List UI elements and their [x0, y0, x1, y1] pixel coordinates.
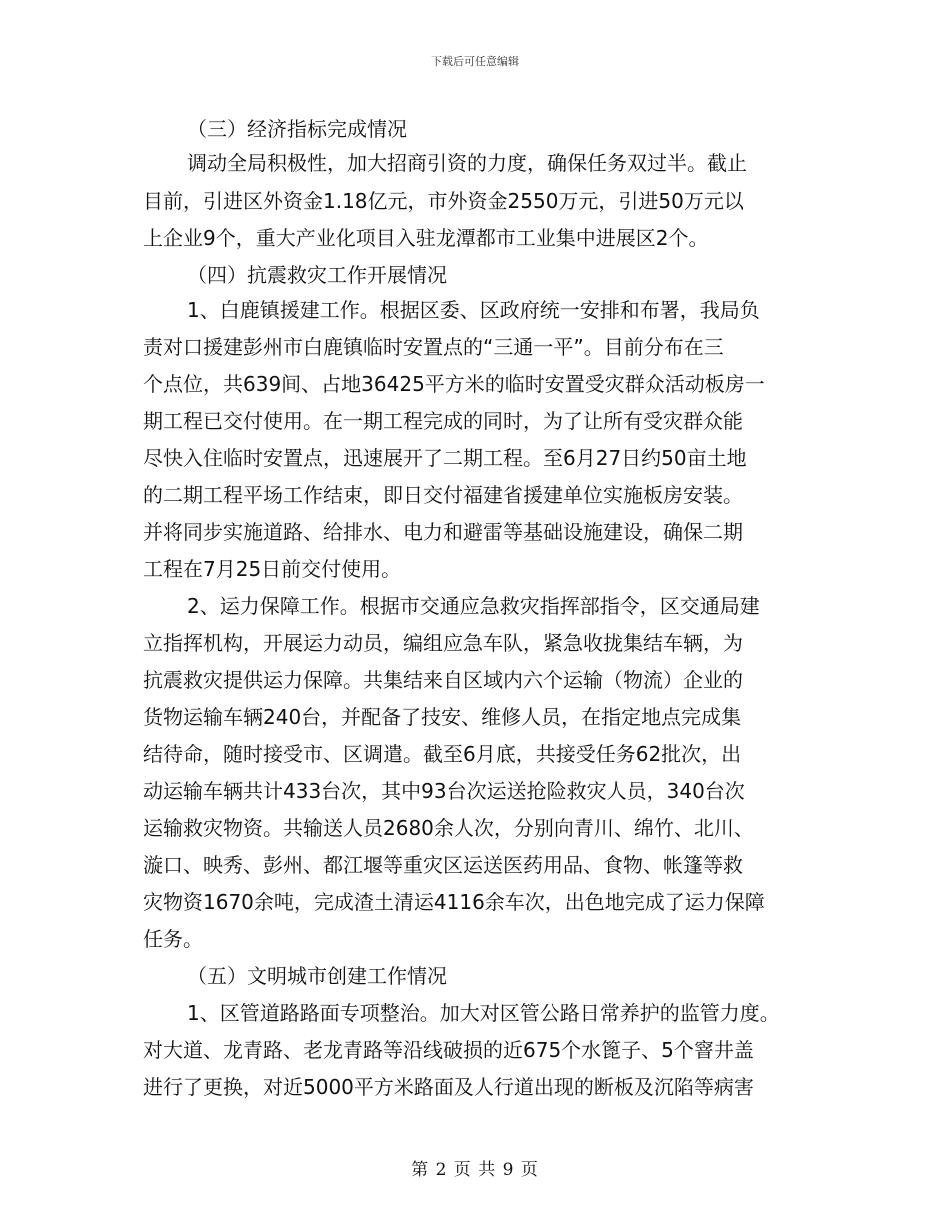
section-heading: （五）文明城市创建工作情况: [187, 964, 447, 988]
text-line: 的二期工程平场工作结束，即日交付福建省援建单位实施板房安装。: [143, 483, 743, 507]
text-line: 货物运输车辆240台，并配备了技安、维修人员，在指定地点完成集: [143, 705, 742, 729]
text-line: 抗震救灾提供运力保障。共集结来自区域内六个运输（物流）企业的: [143, 668, 743, 692]
text-line: 动运输车辆共计433台次，其中93台次运送抢险救灾人员，340台次: [143, 779, 745, 803]
text-line: 2、运力保障工作。根据市交通应急救灾指挥部指令，区交通局建: [187, 594, 760, 618]
text-line: 责对口援建彭州市白鹿镇临时安置点的“三通一平”。目前分布在三: [143, 335, 724, 359]
text-line: 工程在7月25日前交付使用。: [143, 557, 402, 581]
text-line: 尽快入住临时安置点，迅速展开了二期工程。至6月27日约50亩土地: [143, 446, 747, 470]
text-line: 漩口、映秀、彭州、都江堰等重灾区运送医药用品、食物、帐篷等救: [143, 853, 743, 877]
text-line: 立指挥机构，开展运力动员，编组应急车队，紧急收拢集结车辆，为: [143, 631, 743, 655]
text-line: 结待命，随时接受市、区调遣。截至6月底，共接受任务62批次，出: [143, 742, 742, 766]
page-header: 下载后可任意编辑: [431, 55, 519, 68]
text-line: 1、区管道路路面专项整治。加大对区管公路日常养护的监管力度。: [187, 1001, 780, 1025]
text-line: 期工程已交付使用。在一期工程完成的同时，为了让所有受灾群众能: [143, 409, 743, 433]
text-line: 运输救灾物资。共输送人员2680余人次，分别向青川、绵竹、北川、: [143, 816, 754, 840]
text-line: 任务。: [143, 927, 203, 951]
text-line: 灾物资1670余吨，完成渣土清运4116余车次，出色地完成了运力保障: [143, 890, 765, 914]
text-line: 调动全局积极性，加大招商引资的力度，确保任务双过半。截止: [187, 151, 747, 175]
section-heading: （三）经济指标完成情况: [187, 117, 407, 141]
text-line: 对大道、龙青路、老龙青路等沿线破损的近675个水篦子、5个窨井盖: [143, 1038, 754, 1062]
text-line: 1、白鹿镇援建工作。根据区委、区政府统一安排和布署，我局负: [187, 298, 760, 322]
text-line: 上企业9个，重大产业化项目入驻龙潭都市工业集中进展区2个。: [143, 226, 709, 250]
text-line: 目前，引进区外资金1.18亿元，市外资金2550万元，引进50万元以: [143, 189, 744, 213]
text-line: 并将同步实施道路、给排水、电力和避雷等基础设施建设，确保二期: [143, 520, 743, 544]
page-number: 第 2 页 共 9 页: [411, 1160, 539, 1180]
text-line: 进行了更换，对近5000平方米路面及人行道出现的断板及沉陷等病害: [143, 1075, 754, 1099]
text-line: 个点位，共639间、占地36425平方米的临时安置受灾群众活动板房一: [143, 372, 765, 396]
section-heading: （四）抗震救灾工作开展情况: [187, 263, 447, 287]
